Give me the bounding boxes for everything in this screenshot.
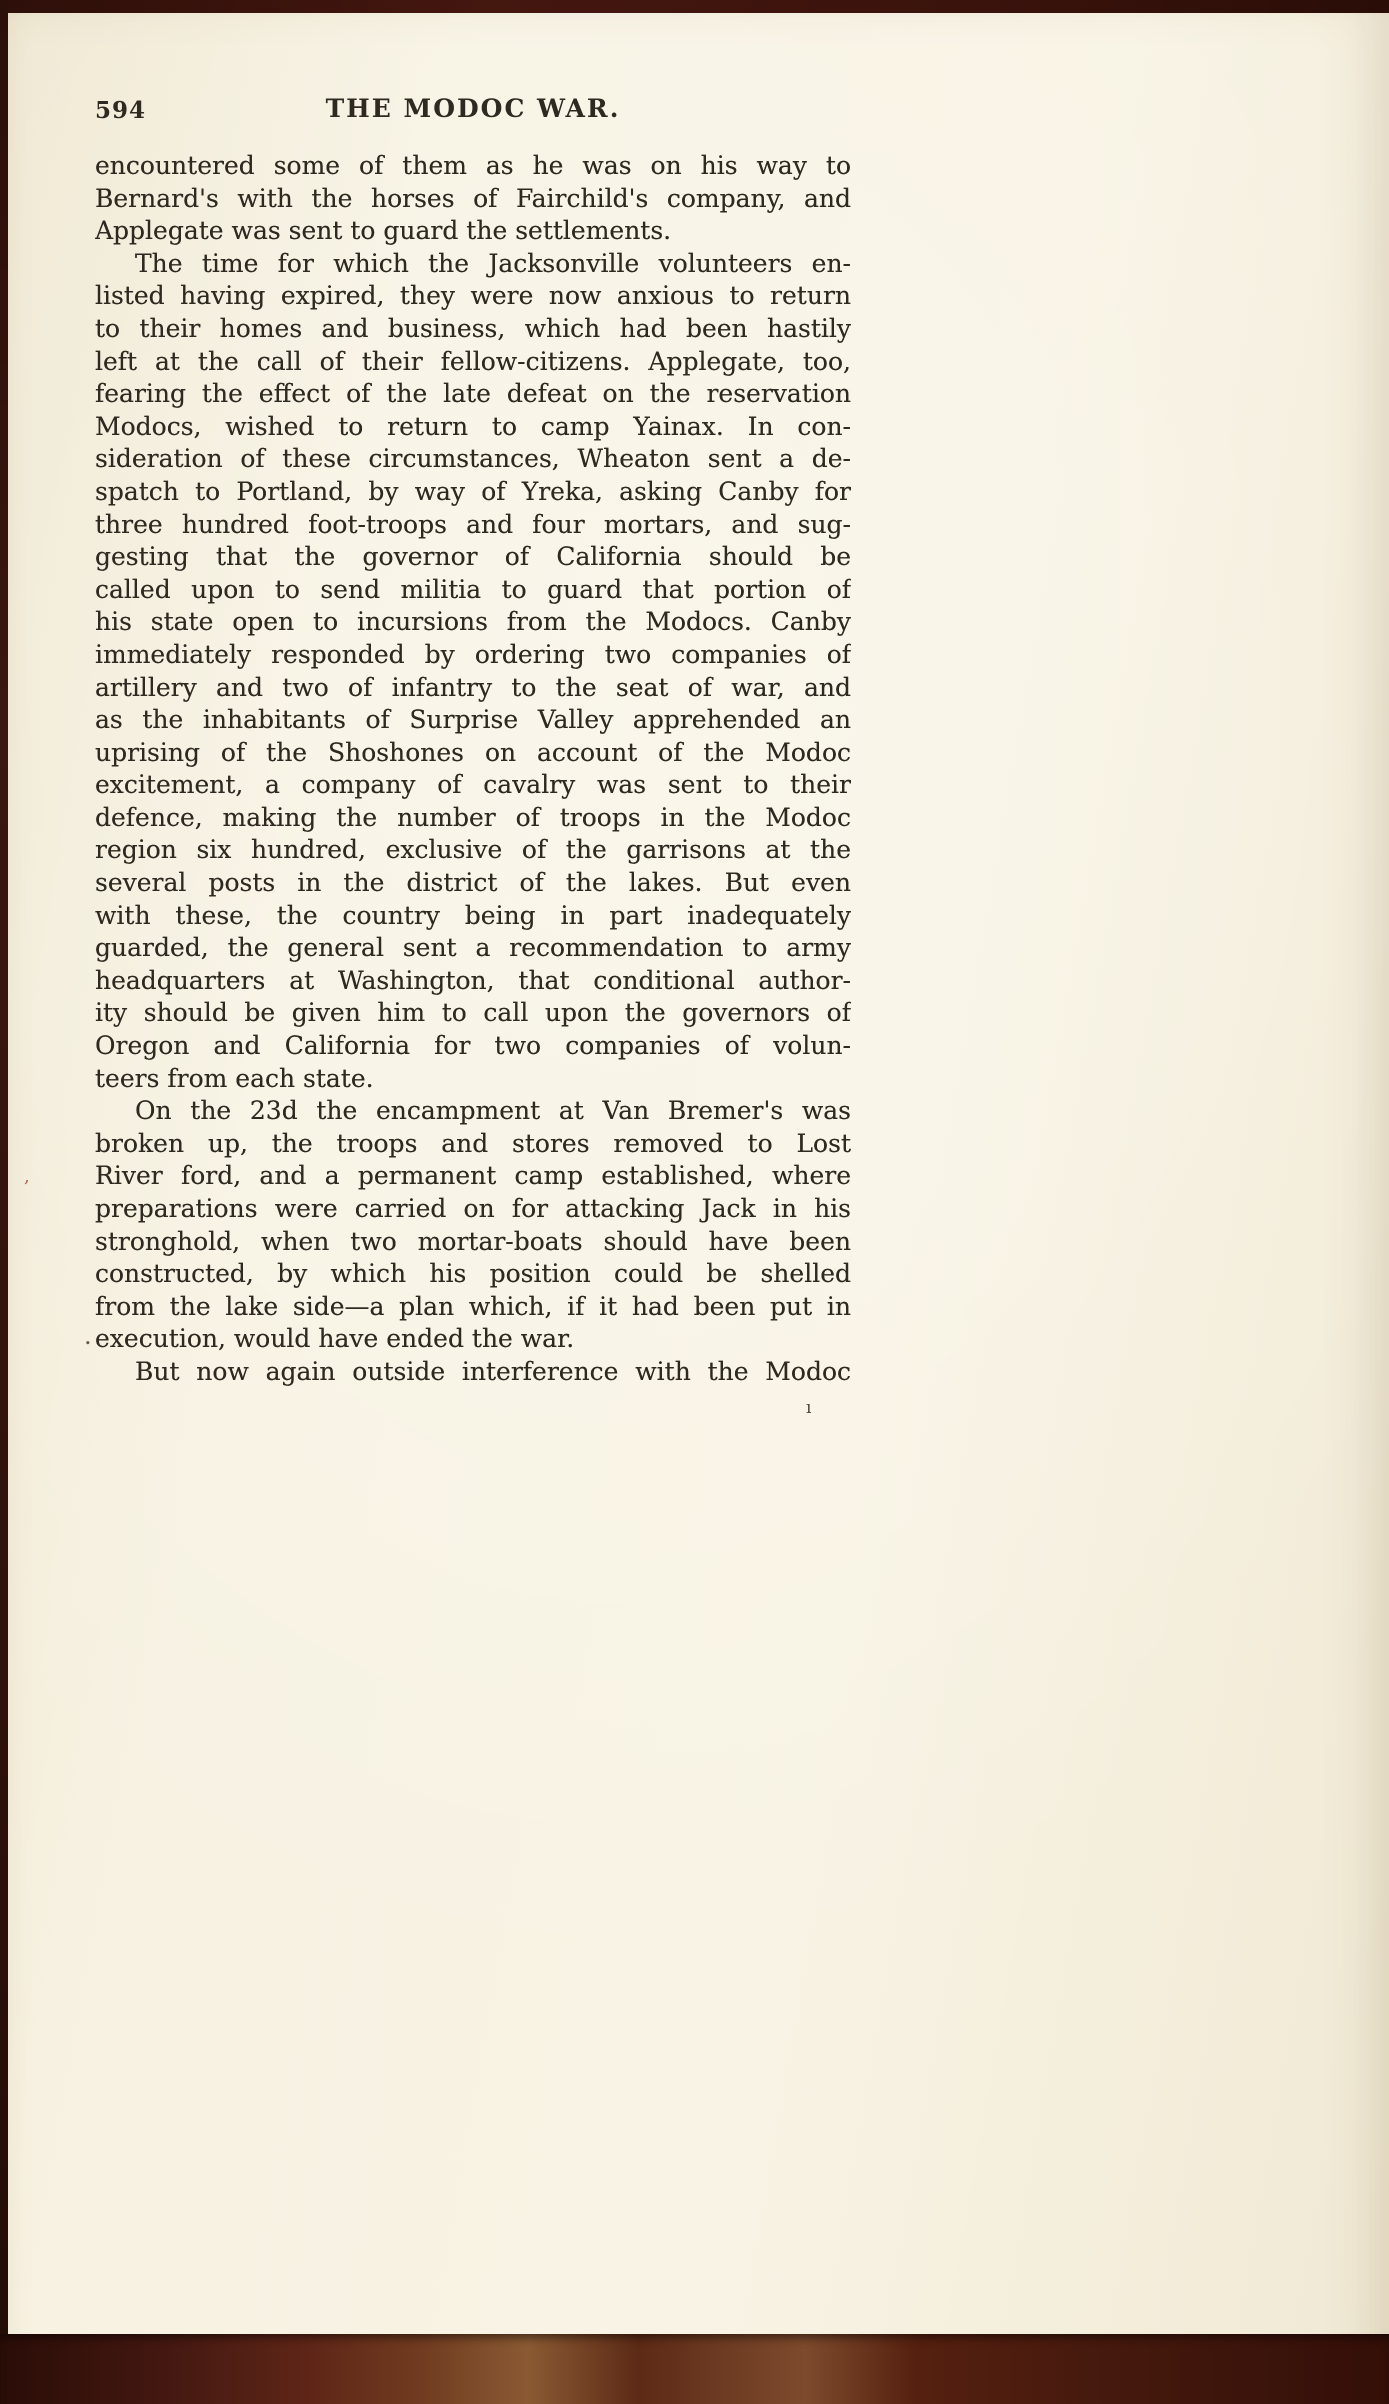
text-line: his state open to incursions from the Modocs. Canby: [95, 607, 851, 637]
text-line: ity should be given him to call upon the governors of: [95, 998, 851, 1028]
body-text: [95, 150, 851, 1389]
text-line: artillery and two of infantry to the seat of war, and: [95, 672, 851, 702]
page-header: [95, 94, 851, 130]
text-line: to their homes and business, which had been hastily: [95, 313, 851, 343]
text-line: Oregon and California for two companies of volun-: [95, 1031, 851, 1061]
scan-edge-left: [0, 0, 8, 2404]
stray-mark: ,: [24, 1166, 30, 1187]
text-line: as the inhabitants of Surprise Valley apprehended an: [95, 705, 851, 735]
text-line: On the 23d the encampment at Van Bremer's was: [135, 1096, 851, 1126]
text-line: several posts in the district of the lakes. But even: [95, 868, 851, 898]
text-line: execution, would have ended the war.: [95, 1324, 575, 1354]
text-line: stronghold, when two mortar-boats should have been: [95, 1226, 851, 1256]
text-line: left at the call of their fellow-citizens. Applegate, too,: [95, 346, 851, 376]
text-line: sideration of these circumstances, Wheaton sent a de-: [95, 444, 851, 474]
page-number: 594: [95, 97, 147, 124]
text-line: called upon to send militia to guard that portion of: [95, 574, 851, 604]
text-line: preparations were carried on for attacking Jack in his: [95, 1194, 851, 1223]
text-line: defence, making the number of troops in the Modoc: [95, 802, 851, 832]
text-line: fearing the effect of the late defeat on the reservation: [95, 379, 851, 409]
text-line: excitement, a company of cavalry was sent to their: [95, 770, 851, 800]
text-line: teers from each state.: [95, 1063, 374, 1093]
running-title: THE MODOC WAR.: [325, 94, 621, 123]
text-line: from the lake side—a plan which, if it had been put in: [95, 1291, 851, 1321]
stray-mark: ı: [806, 1398, 812, 1418]
text-line: Modocs, wished to return to camp Yainax. In con-: [95, 411, 851, 441]
text-line: listed having expired, they were now anxious to return: [95, 281, 851, 311]
scan-edge-top: [0, 0, 1389, 13]
text-line: guarded, the general sent a recommendation to army: [95, 933, 851, 963]
text-line: spatch to Portland, by way of Yreka, asking Canby for: [95, 476, 851, 506]
text-line: broken up, the troops and stores removed to Lost: [95, 1128, 851, 1158]
text-line: encountered some of them as he was on his way to: [95, 151, 851, 180]
text-line: headquarters at Washington, that conditional author-: [95, 965, 851, 995]
text-line: constructed, by which his position could be shelled: [95, 1259, 851, 1289]
text-line: Bernard's with the horses of Fairchild's company, and: [95, 183, 851, 213]
text-line: gesting that the governor of California should be: [95, 542, 851, 572]
text-line: immediately responded by ordering two companies of: [95, 639, 851, 669]
text-line: uprising of the Shoshones on account of the Modoc: [95, 737, 851, 767]
scan-edge-bottom: [0, 2334, 1389, 2404]
text-line: with these, the country being in part inadequately: [95, 900, 851, 930]
text-line: Applegate was sent to guard the settlements.: [95, 216, 672, 246]
text-line: But now again outside interference with the Modoc: [135, 1356, 851, 1386]
text-line: The time for which the Jacksonville volunteers en-: [135, 248, 851, 278]
stray-mark: .: [84, 1322, 92, 1350]
text-line: three hundred foot-troops and four mortars, and sug-: [95, 509, 851, 539]
text-line: River ford, and a permanent camp established, where: [95, 1161, 851, 1191]
text-line: region six hundred, exclusive of the garrisons at the: [95, 835, 851, 865]
